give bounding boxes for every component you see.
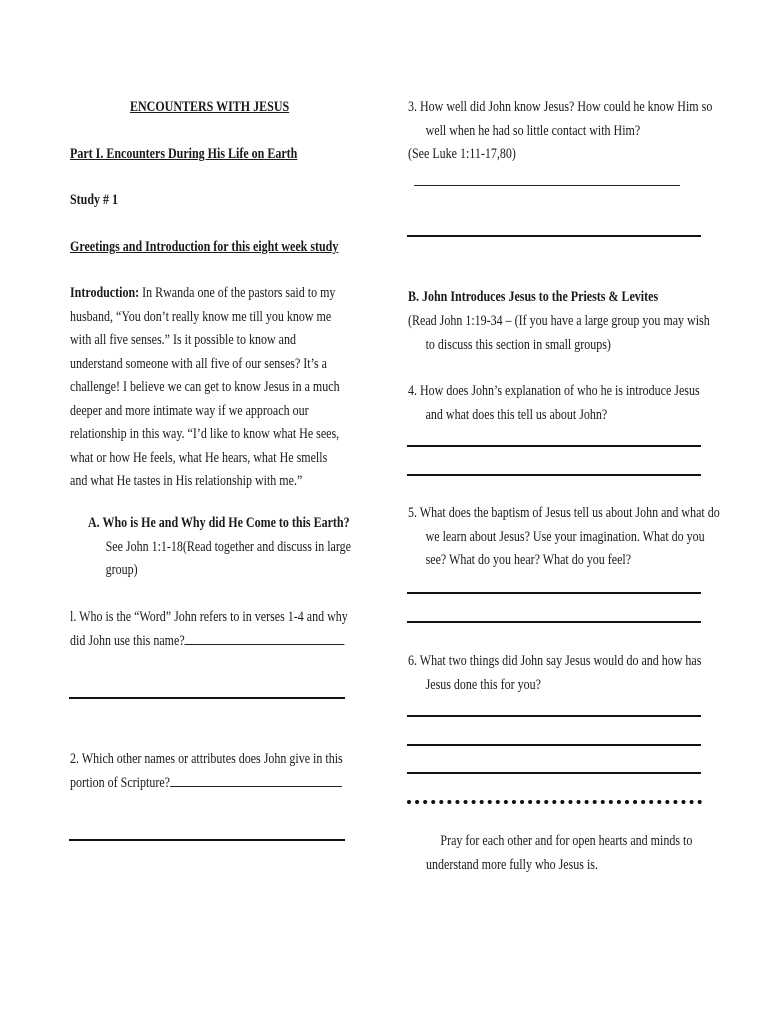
answer-line-4a[interactable] — [407, 445, 701, 447]
question-2 — [70, 748, 350, 795]
section-b-text: (Read John 1:19-34 – (If you have a large group you may wish to discuss this section in small groups) — [408, 313, 710, 353]
answer-line-5b[interactable] — [407, 621, 701, 623]
part-heading: Part I. Encounters During His Life on Earth — [70, 146, 298, 162]
document-title: ENCOUNTERS WITH JESUS — [130, 99, 290, 115]
introduction-text: In Rwanda one of the pastors said to my husband, “You don’t really know me till you know me with all five senses.” Is it possible to know and understand someone with all five of our senses? It’s a challenge! I believe we can get to know Jesus in a much deeper and more intimate way if we approach our relationship in this way. “I’d like to know what He sees, what or how He feels, what He hears, what He smells and what He tastes in His relationship with me.” — [70, 285, 340, 489]
question-4: 4. How does John’s explanation of who he is introduce Jesus and what does this tell us about John? — [408, 383, 700, 423]
question-3: 3. How well did John know Jesus? How could he know Him so well when he had so little contact with Him? — [408, 99, 713, 139]
answer-line-6a[interactable] — [407, 715, 701, 717]
section-a-text: See John 1:1-18(Read together and discuss in large group) — [105, 538, 351, 578]
answer-line-3b[interactable] — [407, 235, 701, 237]
study-number: Study # 1 — [70, 192, 119, 208]
question-3-reference: (See Luke 1:11-17,80) — [408, 146, 516, 162]
answer-line-6b[interactable] — [407, 744, 701, 746]
section-a — [88, 512, 355, 583]
answer-line-5a[interactable] — [407, 592, 701, 594]
introduction-paragraph — [70, 282, 346, 494]
answer-line-3a[interactable] — [414, 185, 680, 186]
answer-blank-1[interactable] — [185, 630, 345, 645]
dotted-divider — [407, 800, 702, 804]
section-a-heading: A. Who is He and Why did He Come to this Earth? — [88, 515, 350, 531]
question-2-text: 2. Which other names or attributes does John give in this portion of Scripture? — [70, 751, 343, 791]
question-1-text: l. Who is the “Word” John refers to in verses 1-4 and why did John use this name? — [70, 609, 348, 649]
question-1 — [70, 606, 350, 653]
answer-line-2[interactable] — [69, 839, 345, 841]
answer-line-6c[interactable] — [407, 772, 701, 774]
greetings-heading: Greetings and Introduction for this eight week study — [70, 239, 339, 255]
answer-blank-2[interactable] — [170, 772, 342, 787]
section-b-heading: B. John Introduces Jesus to the Priests & Levites — [408, 289, 659, 305]
answer-line-1[interactable] — [69, 697, 345, 699]
answer-line-4b[interactable] — [407, 474, 701, 476]
closing-prayer: Pray for each other and for open hearts and minds to understand more fully who Jesus is. — [426, 833, 693, 873]
question-6: 6. What two things did John say Jesus would do and how has Jesus done this for you? — [408, 653, 702, 693]
question-5: 5. What does the baptism of Jesus tell us about John and what do we learn about Jesus? Use your imagination. What do you see? What do you hear? What do you feel? — [408, 505, 720, 568]
introduction-label: Introduction: — [70, 285, 140, 301]
